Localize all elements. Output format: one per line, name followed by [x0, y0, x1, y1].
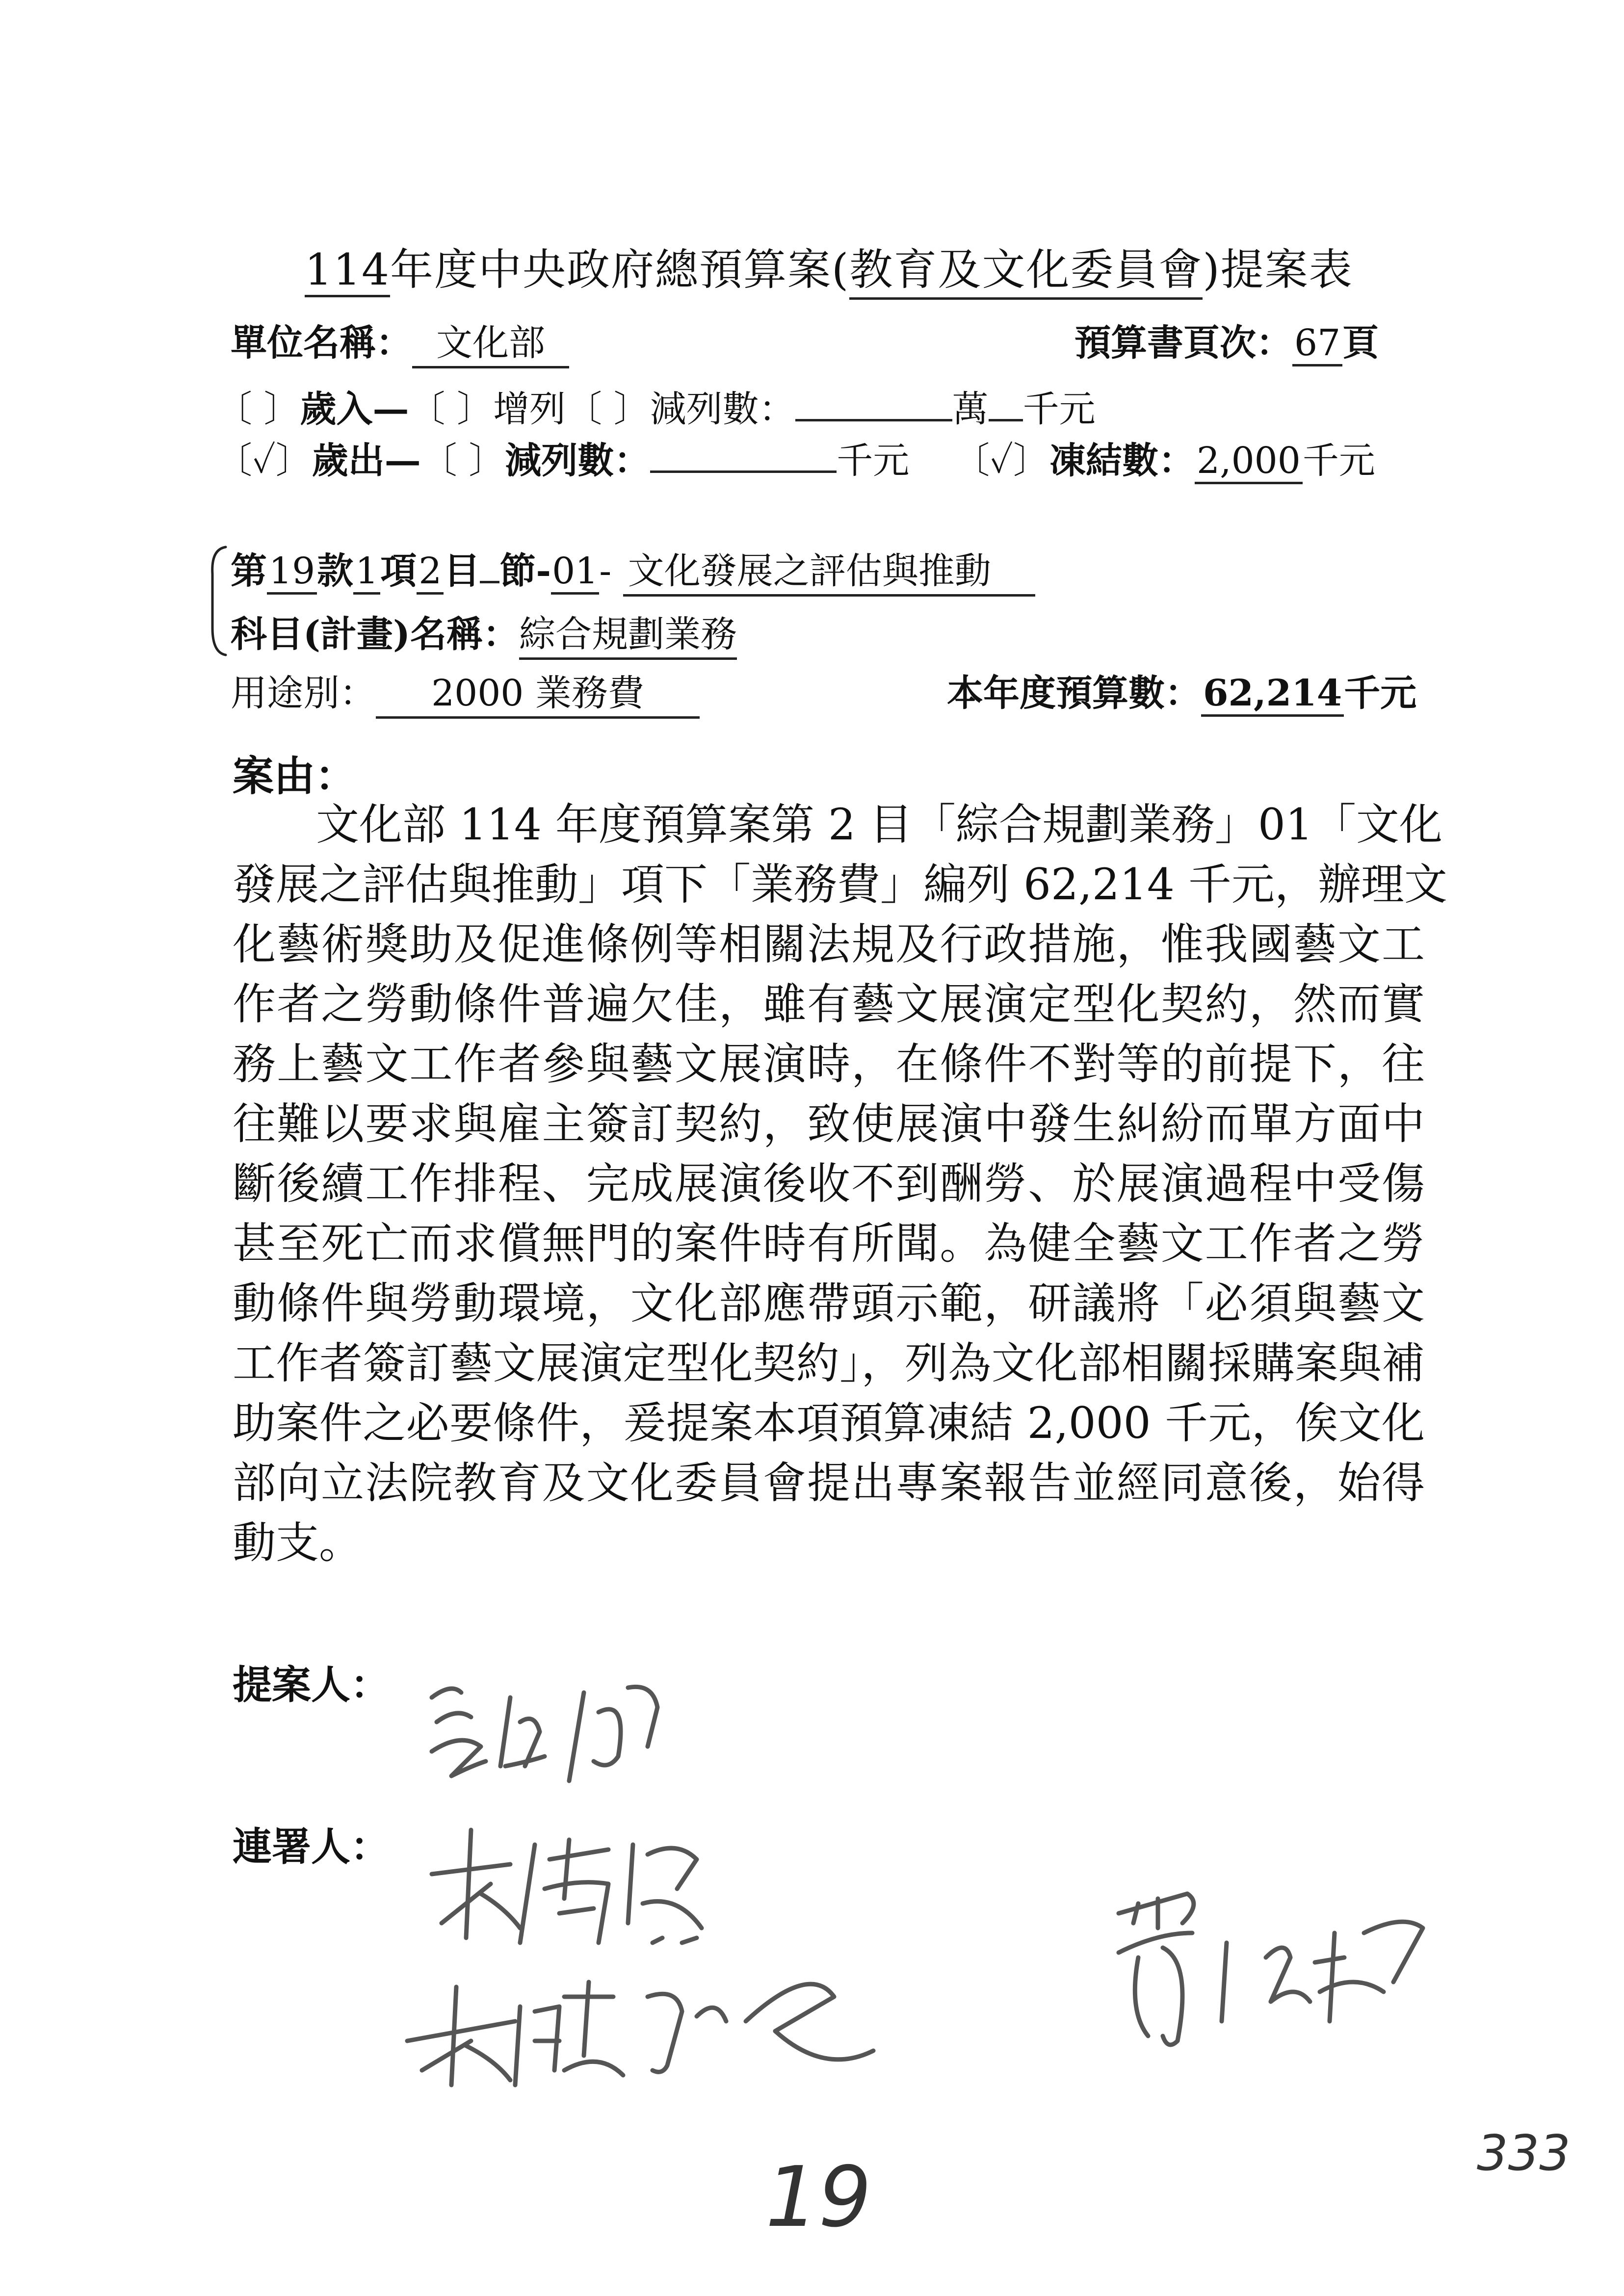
subject-label: 科目(計畫)名稱：: [231, 613, 520, 655]
page-ref-suffix: 頁: [1342, 322, 1379, 364]
usage-value: 2000 業務費: [376, 664, 700, 719]
freeze-unit: 千元: [1302, 440, 1375, 482]
qy-blank[interactable]: [989, 419, 1023, 421]
cosigner-signature-2: [402, 1967, 883, 2095]
handwritten-stamp-number: 333: [1477, 2124, 1571, 2182]
expense-decrease-blank[interactable]: [650, 470, 837, 473]
proposer-label: 提案人：: [233, 1662, 390, 1708]
usage-label: 用途別：: [231, 672, 376, 714]
expense-decrease-checkbox[interactable]: 〔 〕: [420, 440, 505, 482]
freeze-checkbox[interactable]: 〔✓〕: [953, 440, 1049, 482]
title-year: 114: [305, 244, 390, 297]
wan-label: 萬: [952, 388, 989, 430]
item-kuan: 19: [267, 550, 317, 595]
cosigner-signature-1: [422, 1815, 756, 1962]
item-kuan-label: 款: [317, 550, 354, 592]
expense-unit: 千元: [837, 440, 910, 482]
usage-row: [231, 664, 700, 719]
item-di: 第: [231, 550, 267, 592]
budget-label: 本年度預算數：: [947, 672, 1201, 714]
expense-decrease-label: 減列數：: [505, 440, 651, 482]
revenue-label: 歲入—: [300, 388, 409, 430]
increase-checkbox[interactable]: 〔 〕: [409, 388, 494, 430]
reason-line: 部向立法院教育及文化委員會提出專案報告並經同意後，始得: [233, 1458, 1425, 1508]
item-jie-label: 節-: [499, 550, 551, 592]
page-ref-label: 預算書頁次：: [1074, 322, 1292, 364]
bracket-icon: [209, 545, 228, 657]
unit-label: 單位名稱：: [231, 322, 412, 364]
freeze-value: 2,000: [1195, 440, 1303, 484]
reason-line: 甚至死亡而求償無門的案件時有所聞。為健全藝文工作者之勞: [233, 1218, 1425, 1269]
item-row: [231, 542, 1035, 597]
expense-row: [216, 432, 1375, 484]
reason-line: 文化部 114 年度預算案第 2 目「綜合規劃業務」01「文化: [316, 799, 1442, 850]
reason-line: 化藝術獎助及促進條例等相關法規及行政措施，惟我國藝文工: [233, 919, 1425, 969]
revenue-decrease-label: 減列數：: [650, 388, 795, 430]
title-suffix: )提案表: [1203, 244, 1353, 295]
unit-value: 文化部: [412, 314, 569, 368]
item-mu-label: 目: [444, 550, 480, 592]
reason-line: 助案件之必要條件，爰提案本項預算凍結 2,000 千元，俟文化: [233, 1398, 1425, 1448]
handwritten-page-number: 19: [765, 2149, 872, 2246]
subject-row: [231, 605, 737, 660]
item-jie: 01: [551, 550, 599, 595]
cosigner-signature-3: [1109, 1874, 1452, 2051]
item-dash: -: [599, 550, 612, 592]
expense-label: 歲出—: [312, 440, 421, 482]
item-xiang-label: 項: [380, 550, 417, 592]
title-committee: 教育及文化委員會: [849, 235, 1203, 300]
reason-line: 動支。: [233, 1517, 363, 1568]
revenue-decrease-blank[interactable]: [795, 419, 952, 421]
reason-line: 作者之勞動條件普遍欠佳，雖有藝文展演定型化契約，然而實: [233, 979, 1425, 1029]
subject-value: 綜合規劃業務: [519, 605, 737, 660]
revenue-row: [216, 380, 1096, 432]
unit-row: [231, 314, 569, 368]
item-name: 文化發展之評估與推動: [623, 542, 1035, 597]
reason-line: 務上藝文工作者參與藝文展演時，在條件不對等的前提下，往: [233, 1039, 1425, 1089]
budget-value: 62,214: [1201, 672, 1344, 717]
reason-line: 斷後續工作排程、完成展演後收不到酬勞、於展演過程中受傷: [233, 1158, 1425, 1209]
reason-line: 往難以要求與雇主簽訂契約，致使展演中發生糾紛而單方面中: [233, 1098, 1425, 1149]
revenue-unit: 千元: [1022, 388, 1096, 430]
budget-unit: 千元: [1344, 672, 1417, 714]
revenue-decrease-checkbox[interactable]: 〔 〕: [566, 388, 650, 430]
revenue-checkbox[interactable]: 〔 〕: [216, 388, 300, 430]
title-text: 年度中央政府總預算案(: [390, 244, 850, 295]
reason-line: 動條件與勞動環境，文化部應帶頭示範，研議將「必須與藝文: [233, 1278, 1425, 1329]
page-ref-value: 67: [1292, 322, 1342, 366]
document-title: [305, 235, 1353, 300]
item-mu: 2: [417, 550, 444, 595]
increase-label: 增列: [493, 388, 566, 430]
budget-row: [947, 664, 1416, 717]
reason-line: 發展之評估與推動」項下「業務費」編列 62,214 千元，辦理文: [233, 859, 1447, 910]
item-xiang: 1: [353, 550, 380, 595]
reason-label: 案由：: [233, 752, 357, 800]
reason-body: [233, 795, 1447, 1573]
expense-checkbox[interactable]: 〔✓〕: [216, 440, 312, 482]
cosigner-label: 連署人：: [233, 1824, 390, 1870]
proposer-signature: [422, 1668, 697, 1796]
page-ref: [1074, 314, 1379, 366]
freeze-label: 凍結數：: [1049, 440, 1195, 482]
reason-line: 工作者簽訂藝文展演定型化契約」，列為文化部相關採購案與補: [233, 1338, 1425, 1388]
